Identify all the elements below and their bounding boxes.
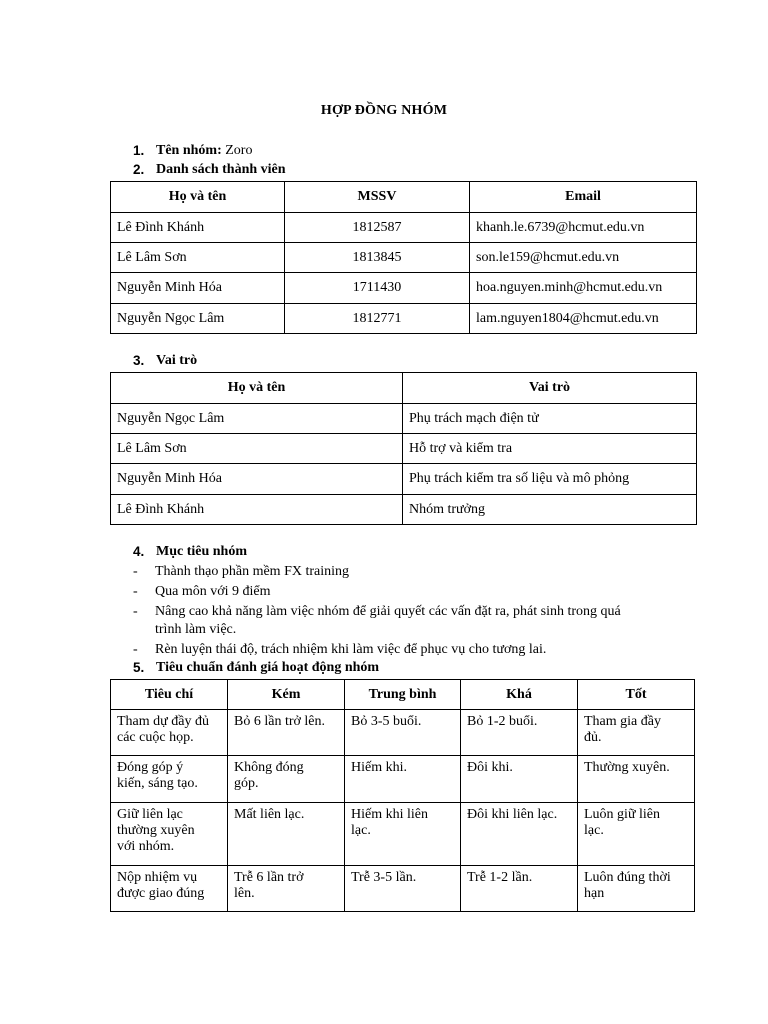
header-cell: Khá — [461, 680, 578, 710]
table-row — [111, 710, 695, 756]
cell-line: Đôi khi liên lạc. — [467, 807, 558, 822]
criteria-cell — [111, 866, 228, 912]
table-row — [111, 213, 697, 243]
goal-text: Qua môn với 9 điểm — [155, 584, 271, 599]
cell-line: hạn — [584, 886, 605, 901]
table-row — [111, 464, 697, 495]
role-member-name: Nguyễn Ngọc Lâm — [111, 404, 403, 434]
member-email: lam.nguyen1804@hcmut.edu.vn — [470, 304, 697, 334]
section-number: 1. — [133, 143, 145, 158]
cell-line: Hiếm khi. — [351, 760, 407, 775]
criteria-cell — [461, 803, 578, 866]
table-row — [111, 866, 695, 912]
criteria-cell — [461, 710, 578, 756]
table-row — [111, 304, 697, 334]
table-row — [111, 404, 697, 434]
criteria-cell — [228, 803, 345, 866]
section-heading: Tiêu chuẩn đánh giá hoạt động nhóm — [156, 660, 380, 675]
group-name-label: Tên nhóm: — [156, 143, 222, 158]
role-description: Hỗ trợ và kiểm tra — [403, 434, 697, 464]
cell-line: lên. — [234, 886, 255, 901]
table-row — [111, 434, 697, 464]
criteria-cell — [111, 756, 228, 803]
header-cell: Họ và tên — [111, 182, 285, 213]
cell-line: đủ. — [584, 730, 602, 745]
cell-line: Luôn giữ liên — [584, 807, 661, 822]
section-number: 2. — [133, 162, 145, 177]
criteria-cell — [111, 803, 228, 866]
cell-line: Trễ 3-5 lần. — [351, 870, 417, 885]
role-member-name: Lê Lâm Sơn — [111, 434, 403, 464]
member-email: khanh.le.6739@hcmut.edu.vn — [470, 213, 697, 243]
section-heading: Mục tiêu nhóm — [156, 544, 247, 559]
header-cell: MSSV — [285, 182, 470, 213]
bullet-dash: - — [133, 584, 138, 599]
cell-line: Trễ 1-2 lần. — [467, 870, 533, 885]
section-number: 3. — [133, 353, 145, 368]
role-description: Phụ trách kiểm tra số liệu và mô phỏng — [403, 464, 697, 495]
section-heading: Danh sách thành viên — [156, 162, 286, 177]
goal-text: Nâng cao khả năng làm việc nhóm để giải quyết các vấn đặt ra, phát sinh trong quá — [155, 604, 621, 619]
cell-line: các cuộc họp. — [117, 730, 194, 745]
table-row — [111, 273, 697, 304]
bullet-dash: - — [133, 564, 138, 579]
member-id: 1813845 — [285, 243, 470, 273]
section-number: 4. — [133, 544, 145, 559]
table-header-row — [111, 373, 697, 404]
member-id: 1812771 — [285, 304, 470, 334]
role-description: Phụ trách mạch điện tử — [403, 404, 697, 434]
bullet-dash: - — [133, 604, 138, 619]
cell-line: Bỏ 3-5 buổi. — [351, 714, 422, 729]
goal-text-continued: trình làm việc. — [155, 622, 237, 637]
criteria-cell — [461, 756, 578, 803]
table-header-row — [111, 182, 697, 213]
roles-table — [110, 372, 697, 525]
criteria-cell — [578, 710, 695, 756]
cell-line: Thường xuyên. — [584, 760, 670, 775]
criteria-cell — [578, 866, 695, 912]
criteria-cell — [345, 710, 461, 756]
member-name: Nguyễn Minh Hóa — [111, 273, 285, 304]
member-id: 1711430 — [285, 273, 470, 304]
cell-line: Trễ 6 lần trở — [234, 870, 304, 885]
criteria-cell — [228, 710, 345, 756]
header-cell: Tiêu chí — [111, 680, 228, 710]
cell-line: Không đóng — [234, 760, 304, 775]
header-cell: Kém — [228, 680, 345, 710]
cell-line: Đôi khi. — [467, 760, 513, 775]
cell-line: Giữ liên lạc — [117, 807, 183, 822]
member-email: hoa.nguyen.minh@hcmut.edu.vn — [470, 273, 697, 304]
table-row — [111, 803, 695, 866]
cell-line: lạc. — [351, 823, 371, 838]
criteria-cell — [461, 866, 578, 912]
goal-text: Rèn luyện thái độ, trách nhiệm khi làm việc để phục vụ cho tương lai. — [155, 642, 547, 657]
cell-line: với nhóm. — [117, 839, 175, 854]
header-cell: Trung bình — [345, 680, 461, 710]
criteria-cell — [345, 866, 461, 912]
criteria-cell — [111, 710, 228, 756]
header-cell: Vai trò — [403, 373, 697, 404]
role-member-name: Lê Đình Khánh — [111, 495, 403, 525]
table-header-row — [111, 680, 695, 710]
header-cell: Email — [470, 182, 697, 213]
cell-line: Mất liên lạc. — [234, 807, 305, 822]
bullet-dash: - — [133, 642, 138, 657]
member-name: Lê Lâm Sơn — [111, 243, 285, 273]
cell-line: Tham dự đầy đủ — [117, 714, 209, 729]
criteria-cell — [345, 756, 461, 803]
cell-line: thường xuyên — [117, 823, 195, 838]
cell-line: Đóng góp ý — [117, 760, 184, 775]
group-name-value: Zoro — [221, 143, 253, 158]
cell-line: Tham gia đầy — [584, 714, 661, 729]
criteria-cell — [578, 803, 695, 866]
goal-text: Thành thạo phần mềm FX training — [155, 564, 350, 579]
member-name: Lê Đình Khánh — [111, 213, 285, 243]
table-row — [111, 495, 697, 525]
cell-line: Luôn đúng thời — [584, 870, 671, 885]
member-table — [110, 181, 697, 334]
cell-line: lạc. — [584, 823, 604, 838]
section-heading: Vai trò — [156, 353, 198, 368]
member-name: Nguyễn Ngọc Lâm — [111, 304, 285, 334]
document-title: HỢP ĐỒNG NHÓM — [320, 103, 448, 118]
criteria-cell — [228, 866, 345, 912]
criteria-cell — [228, 756, 345, 803]
header-cell: Họ và tên — [111, 373, 403, 404]
cell-line: Hiếm khi liên — [351, 807, 428, 822]
cell-line: Bỏ 1-2 buổi. — [467, 714, 538, 729]
cell-line: góp. — [234, 776, 259, 791]
header-cell: Tốt — [578, 680, 695, 710]
table-row — [111, 243, 697, 273]
table-row — [111, 756, 695, 803]
criteria-table — [110, 679, 695, 912]
member-id: 1812587 — [285, 213, 470, 243]
role-description: Nhóm trưởng — [403, 495, 697, 525]
criteria-cell — [578, 756, 695, 803]
section-number: 5. — [133, 660, 145, 675]
role-member-name: Nguyễn Minh Hóa — [111, 464, 403, 495]
cell-line: được giao đúng — [117, 886, 205, 901]
criteria-cell — [345, 803, 461, 866]
cell-line: Nộp nhiệm vụ — [117, 870, 198, 885]
cell-line: Bỏ 6 lần trở lên. — [234, 714, 325, 729]
cell-line: kiến, sáng tạo. — [117, 776, 198, 791]
member-email: son.le159@hcmut.edu.vn — [470, 243, 697, 273]
